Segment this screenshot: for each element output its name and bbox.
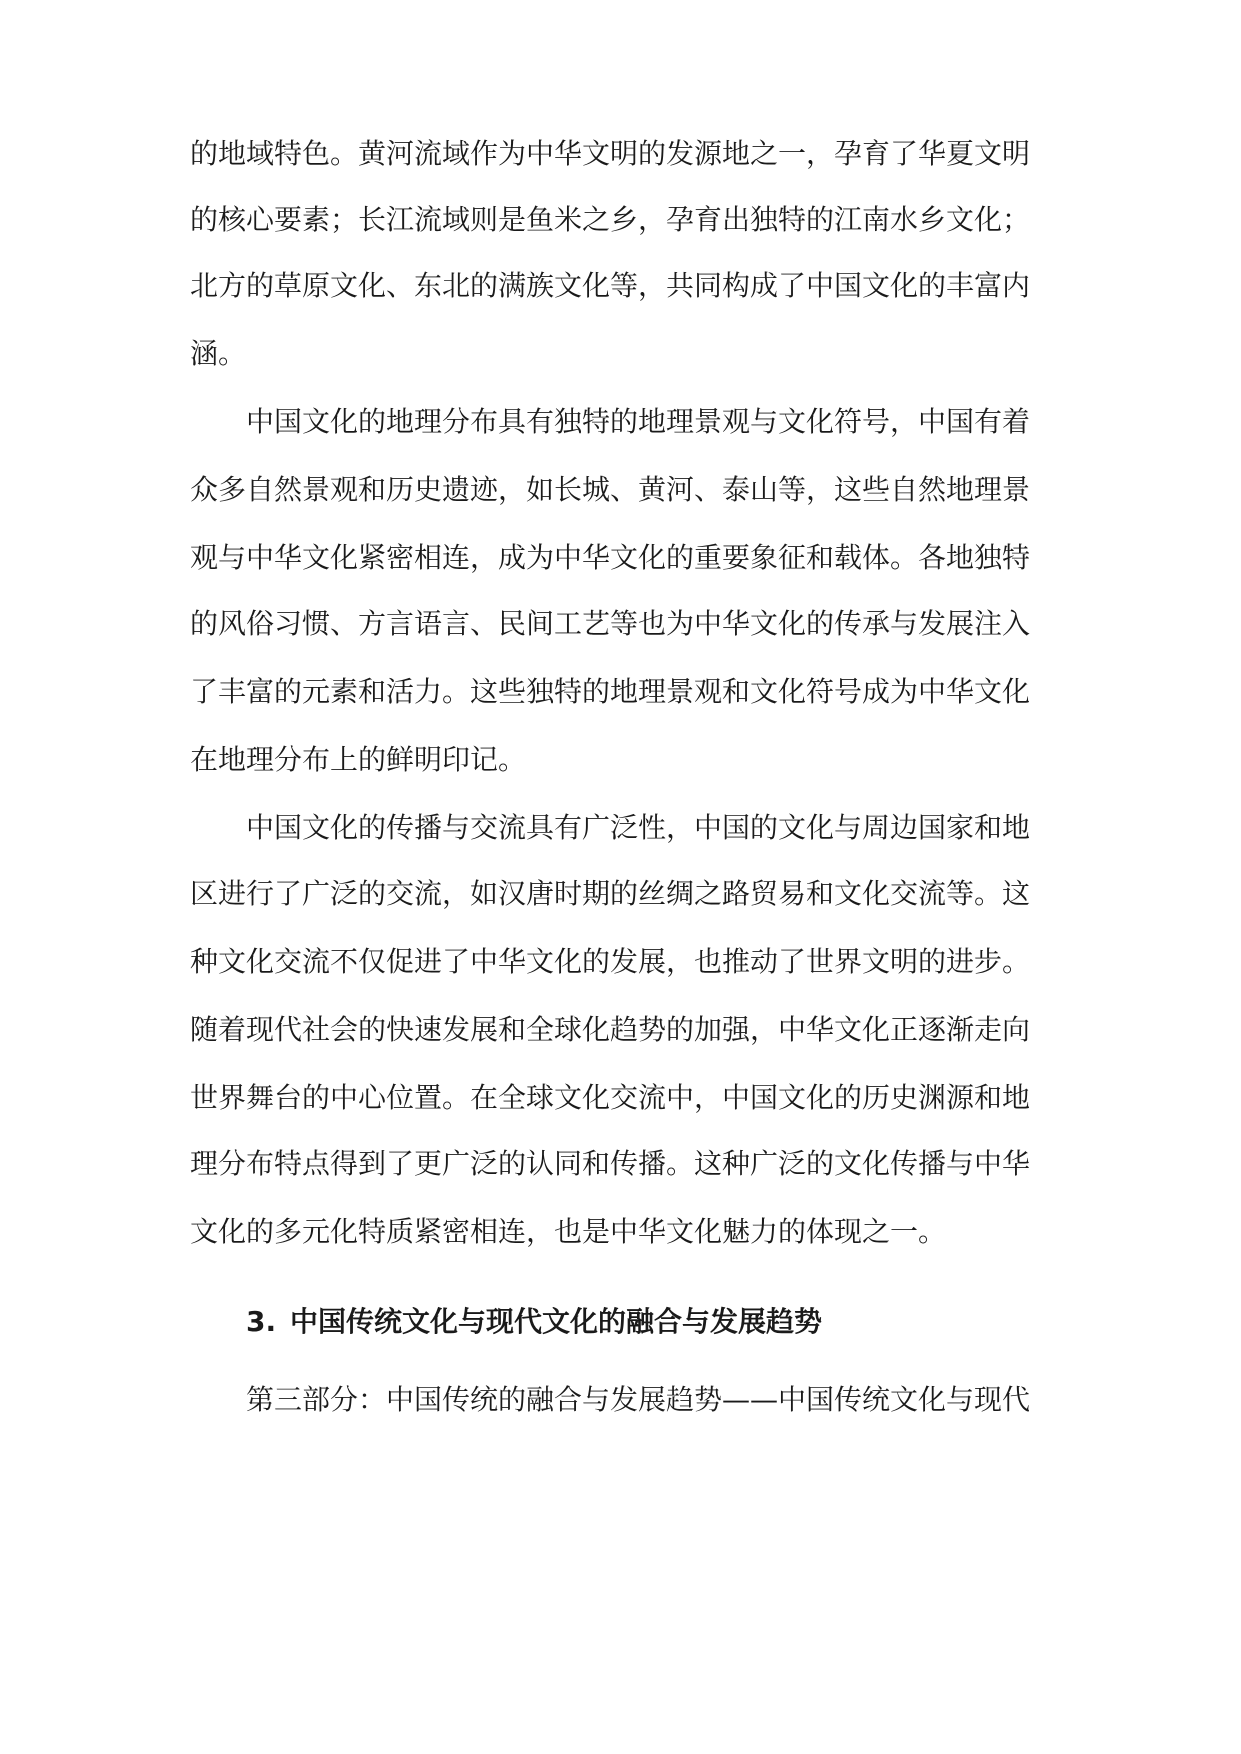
paragraph-3-line-2: 区进行了广泛的交流，如汉唐时期的丝绸之路贸易和文化交流等。这: [190, 877, 1031, 910]
paragraph-3-line-6: 理分布特点得到了更广泛的认同和传播。这种广泛的文化传播与中华: [190, 1147, 1031, 1180]
paragraph-2-line-1: 中国文化的地理分布具有独特的地理景观与文化符号，中国有着: [246, 405, 1031, 438]
paragraph-2-line-2: 众多自然景观和历史遗迹，如长城、黄河、泰山等，这些自然地理景: [190, 473, 1031, 506]
paragraph-4-line-1: 第三部分：中国传统的融合与发展趋势——中国传统文化与现代: [246, 1383, 1031, 1416]
section-heading: [246, 1302, 822, 1342]
section-heading-title: 中国传统文化与现代文化的融合与发展趋势: [290, 1305, 823, 1338]
paragraph-1-line-1: 的地域特色。黄河流域作为中华文明的发源地之一，孕育了华夏文明: [190, 137, 1031, 170]
paragraph-2-line-3: 观与中华文化紧密相连，成为中华文化的重要象征和载体。各地独特: [190, 541, 1031, 574]
paragraph-3-line-3: 种文化交流不仅促进了中华文化的发展，也推动了世界文明的进步。: [190, 945, 1031, 978]
paragraph-2-line-5: 了丰富的元素和活力。这些独特的地理景观和文化符号成为中华文化: [190, 675, 1031, 708]
paragraph-2-line-4: 的风俗习惯、方言语言、民间工艺等也为中华文化的传承与发展注入: [190, 607, 1031, 640]
paragraph-2-line-6: 在地理分布上的鲜明印记。: [190, 743, 527, 776]
paragraph-3-line-5: 世界舞台的中心位置。在全球文化交流中，中国文化的历史渊源和地: [190, 1081, 1031, 1114]
paragraph-1-line-2: 的核心要素；长江流域则是鱼米之乡，孕育出独特的江南水乡文化；: [190, 203, 1031, 236]
paragraph-3-line-1: 中国文化的传播与交流具有广泛性，中国的文化与周边国家和地: [246, 811, 1031, 844]
paragraph-1-line-4: 涵。: [190, 337, 247, 370]
section-heading-number: 3.: [246, 1305, 277, 1338]
paragraph-3-line-7: 文化的多元化特质紧密相连，也是中华文化魅力的体现之一。: [190, 1215, 947, 1248]
paragraph-1-line-3: 北方的草原文化、东北的满族文化等，共同构成了中国文化的丰富内: [190, 269, 1031, 302]
paragraph-3-line-4: 随着现代社会的快速发展和全球化趋势的加强，中华文化正逐渐走向: [190, 1013, 1031, 1046]
